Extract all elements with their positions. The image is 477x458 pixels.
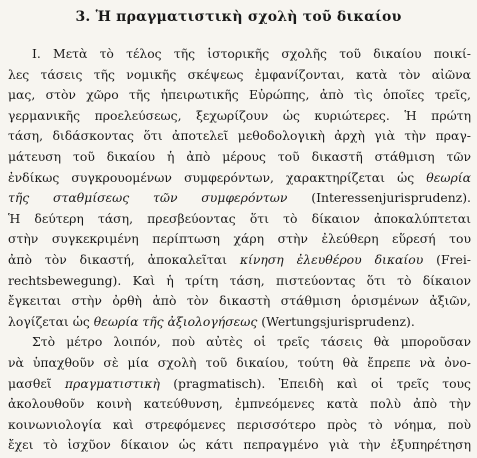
text-segment: ἔχει τὸ ἰσχῦον δίκαιον ὡς κάτι πεπραγμένο γιὰ τὴν ἐξυπηρέτηση [8, 437, 471, 453]
text-segment: (Wertungsjurisprudenz). [257, 313, 415, 329]
text-line [8, 188, 471, 208]
text-line [8, 394, 471, 414]
text-segment: Ἡ δεύτερη τάση, πρεσβεύοντας ὅτι τὸ δίκαιον ἀποκαλύπτεται [8, 210, 471, 226]
text-segment: μασθεῖ [8, 375, 65, 391]
text-line [8, 415, 471, 435]
text-line [8, 374, 471, 394]
text-line [8, 168, 471, 188]
text-line [8, 209, 471, 229]
text-line [8, 65, 471, 85]
text-segment: στὴν συγκεκριμένη περίπτωση χάρη στὴν ἐλεύθερη εὕρεσή του [8, 231, 471, 247]
text-line [8, 353, 471, 373]
italic-term: κίνηση ἐλευθέρου δικαίου [239, 252, 424, 267]
text-segment: ἀπὸ τὸν δικαστή, ἀποκαλεῖται [8, 252, 240, 267]
text-line [8, 106, 471, 126]
text-line [8, 271, 471, 291]
text-line [8, 85, 471, 105]
text-segment: (Frei- [423, 252, 471, 267]
text-line [8, 229, 471, 249]
text-line [32, 44, 471, 64]
text-segment: μάτευση τοῦ δικαίου ἡ ἀπὸ μέρους τοῦ δικαστῆ στάθμιση τῶν [8, 149, 471, 164]
text-segment: ἀκολουθοῦν κοινὴ κατεύθυνση, ἐμπνεόμενες κατὰ πολὺ ἀπὸ τὴν [8, 396, 471, 412]
text-segment: rechtsbewegung). Καὶ ἡ τρίτη τάση, πιστεύοντας ὅτι τὸ δίκαιον [8, 272, 471, 288]
text-segment: γερμανικῆς προελεύσεως, ξεχωρίζουν ὡς κυριώτερες. Ἡ πρώτη [8, 107, 471, 123]
text-line [8, 312, 471, 332]
text-segment: I. Μετὰ τὸ τέλος τῆς ἱστορικῆς σχολῆς τοῦ δικαίου ποικί- [32, 46, 471, 61]
text-segment: λες τάσεις τῆς νομικῆς σκέψεως ἐμφανίζονται, κατὰ τὸν αἰῶνα [8, 66, 471, 82]
text-segment: (pragmatisch). Ἐπειδὴ καὶ οἱ τρεῖς τους [159, 375, 471, 391]
text-segment: ἐνδίκως συγκρουομένων συμφερόντων, χαρακτηρίζεται ὡς [8, 169, 427, 185]
text-segment: κοινωνιολογία καὶ στρεφόμενες περισσότερο πρὸς τὸ νόημα, ποὺ [8, 416, 471, 432]
text-line [32, 332, 471, 352]
text-segment: τάση, διδάσκοντας ὅτι ἀποτελεῖ μεθοδολογικὴ ἀρχὴ γιὰ τὴν πραγ- [8, 128, 471, 144]
text-line [8, 435, 471, 455]
text-segment: μας, στὸν χῶρο τῆς ἠπειρωτικῆς Εὐρώπης, ἀπὸ τὶς ὁποῖες τρεῖς, [8, 87, 471, 103]
text-segment: λογίζεται ὡς [8, 313, 94, 329]
italic-term: πραγματιστικὴ [64, 375, 160, 391]
italic-term: θεωρία [426, 169, 471, 185]
text-segment: Στὸ μέτρο λοιπόν, ποὺ αὐτὲς οἱ τρεῖς τάσεις θὰ μποροῦσαν [32, 334, 471, 350]
italic-term: θεωρία τῆς ἀξιολογήσεως [93, 313, 258, 329]
text-segment: ἔγκειται στὴν ὀρθὴ ἀπὸ τὸν δικαστὴ στάθμιση ὁρισμένων ἀξιῶν, [8, 293, 471, 309]
text-segment: (Interessenjurisprudenz). [287, 190, 471, 206]
section-title: 3. Ἡ πραγματιστικὴ σχολὴ τοῦ δικαίου [75, 9, 402, 25]
text-line [8, 291, 471, 311]
text-segment: νὰ ὑπαχθοῦν σὲ μία σχολὴ τοῦ δικαίου, τούτη θὰ ἔπρεπε νὰ ὀνο- [8, 355, 471, 370]
text-line [8, 126, 471, 146]
text-line [8, 147, 471, 167]
text-line [8, 250, 471, 270]
italic-term: τῆς σταθμίσεως τῶν συμφερόντων [8, 190, 288, 206]
